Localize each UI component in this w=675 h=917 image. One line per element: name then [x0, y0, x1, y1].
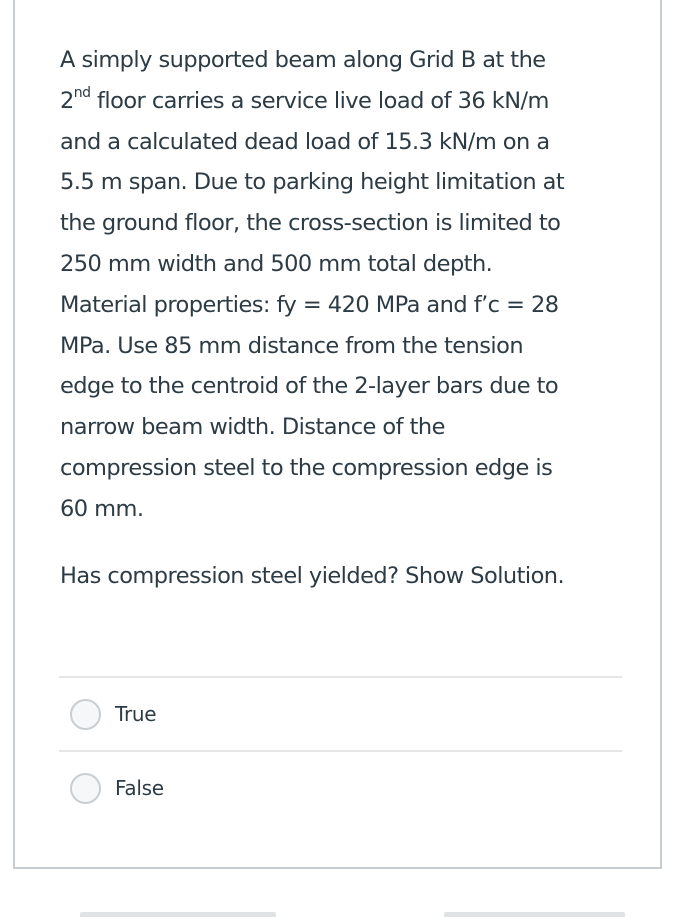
question-line — [60, 81, 635, 122]
question-line: 250 mm width and 500 mm total depth. — [60, 250, 493, 277]
question-prompt: Has compression steel yielded? Show Solution. — [60, 562, 565, 589]
question-line: A simply supported beam along Grid B at the — [60, 47, 546, 73]
question-line: narrow beam width. Distance of the — [60, 414, 445, 441]
bottom-button-right[interactable] — [444, 912, 625, 917]
question-line: 60 mm. — [60, 495, 144, 522]
paragraph-gap — [60, 530, 635, 556]
answer-option-false[interactable] — [59, 752, 622, 824]
question-line: and a calculated dead load of 15.3 kN/m on a — [60, 128, 550, 155]
bottom-button-left[interactable] — [80, 912, 276, 917]
ordinal-suffix: nd — [73, 85, 91, 102]
radio-button-true[interactable] — [70, 699, 101, 730]
question-line: MPa. Use 85 mm distance from the tension — [60, 332, 524, 359]
question-text — [60, 40, 635, 596]
question-line: the ground floor, the cross-section is limited to — [60, 210, 561, 237]
answer-list — [59, 676, 622, 824]
question-line: edge to the centroid of the 2-layer bars due to — [60, 373, 559, 400]
answer-label-true[interactable]: True — [115, 702, 157, 726]
answer-option-true[interactable] — [59, 678, 622, 750]
question-line: Material properties: fy = 420 MPa and f’c = 28 — [60, 291, 559, 318]
answer-label-false[interactable]: False — [115, 776, 164, 800]
question-card — [13, 0, 662, 869]
question-line: compression steel to the compression edge is — [60, 454, 553, 481]
question-text-fragment: 2 — [60, 87, 74, 114]
radio-button-false[interactable] — [70, 773, 101, 804]
question-text-fragment: floor carries a service live load of 36 kN/m — [90, 87, 549, 114]
question-line: 5.5 m span. Due to parking height limitation at — [60, 169, 565, 196]
